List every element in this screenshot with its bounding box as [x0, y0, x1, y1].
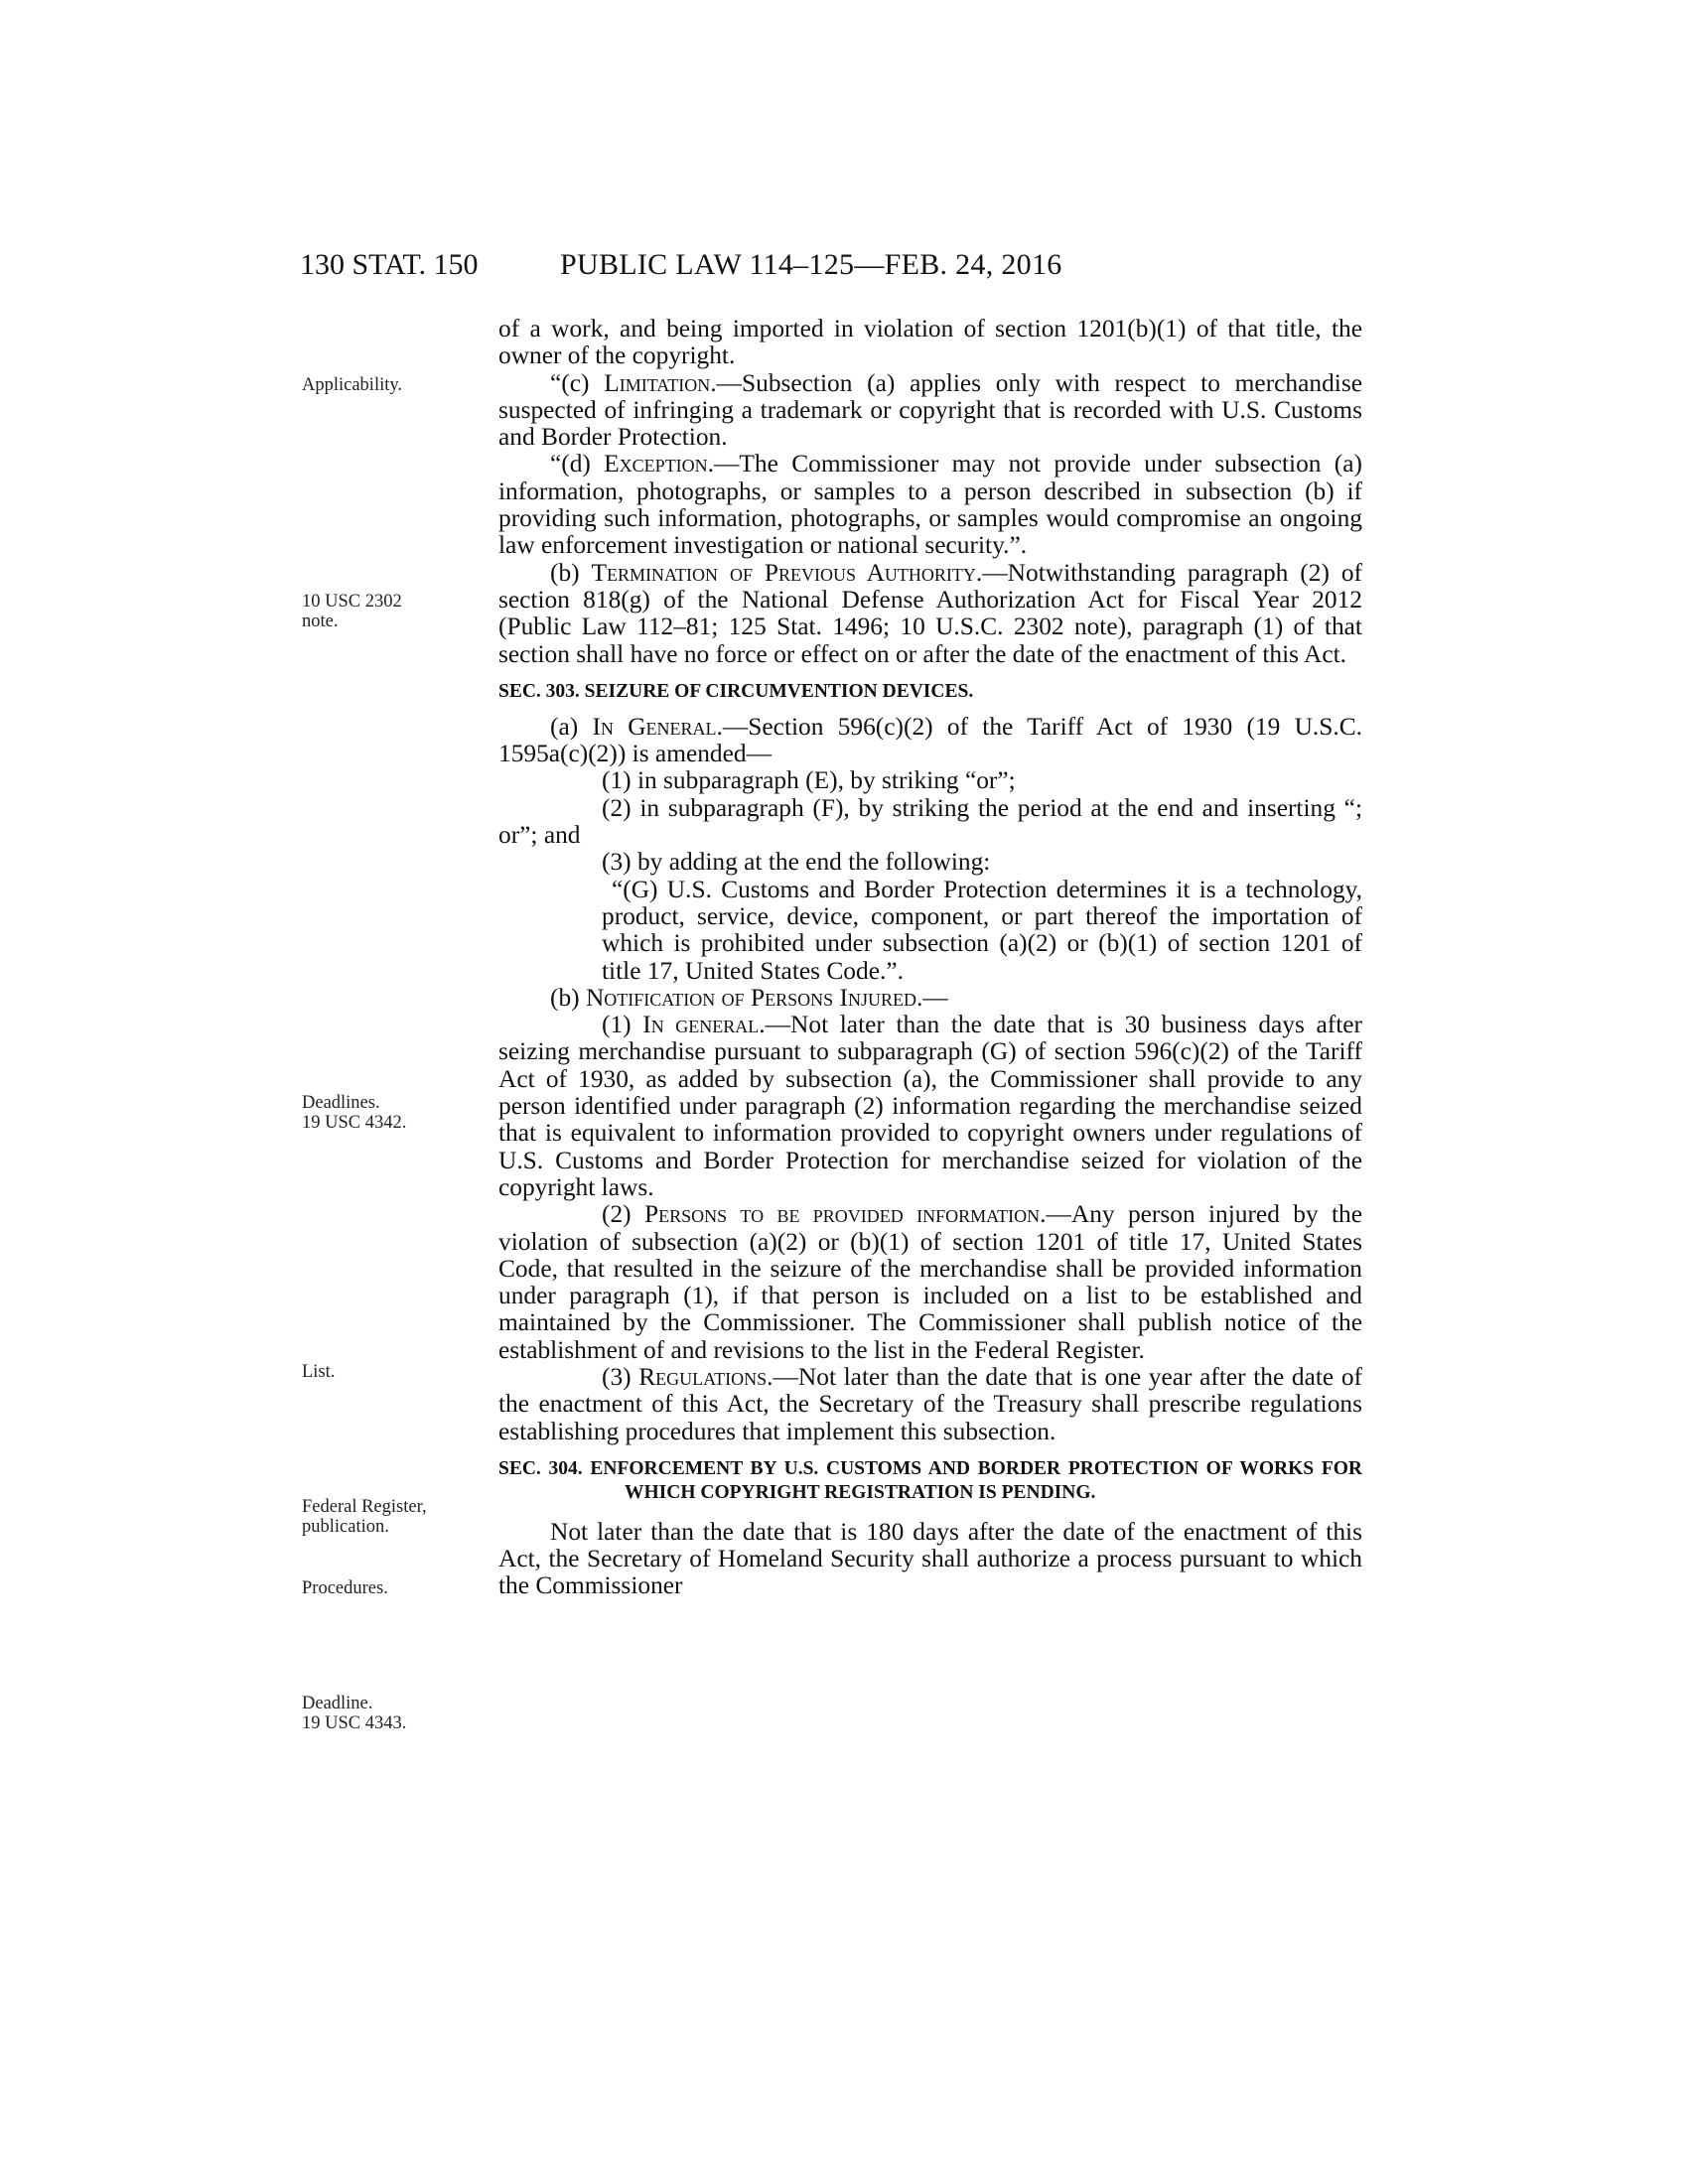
paragraph-text: —Any person injured by the violation of subsection (a)(2) or (b)(1) of section 1201 of title 17, United States Code, that resulted in the seizure of the merchandise shall be provided information under paragraph (1), if that person is included on a list to be established and maintained by the Commissioner. The Commissioner shall publish notice of the establishment of and revisions to the list in the Federal Register. — [498, 1200, 1362, 1364]
paragraph-heading: Persons to be provided information. — [643, 1200, 1047, 1229]
section-heading-303: SEC. 303. SEIZURE OF CIRCUMVENTION DEVICES. — [498, 680, 974, 702]
paragraph-item: (1) in subparagraph (E), by striking “or”; — [602, 766, 1016, 795]
margin-note-line: 19 USC 4342. — [302, 1113, 407, 1133]
paragraph-text: — — [922, 983, 948, 1012]
paragraph-text: —Not later than the date that is 30 business days after seizing merchandise pursuant to subparagraph (G) of section 596(c)(2) of the Tariff Act of 1930, as added by subsection (a), the Commissioner shall provide to any person identified under paragraph (2) information regarding the merchandise seized that is equivalent to information provided to copyright owners under regulations of U.S. Customs and Border Protection for merchandise seized for violation of the copyright laws. — [498, 1011, 1362, 1201]
margin-note-federal-register — [302, 1497, 427, 1537]
paragraph-heading: In General. — [592, 712, 723, 741]
margin-note-line: Federal Register, — [302, 1497, 427, 1517]
paragraph-in-general — [498, 714, 1362, 768]
paragraph-number: “(d) — [550, 450, 605, 478]
margin-note-procedures: Procedures. — [302, 1578, 388, 1598]
margin-note-deadlines — [302, 1093, 406, 1133]
paragraph-item — [498, 795, 1362, 850]
margin-note-line: note. — [302, 612, 339, 631]
paragraph-number: (1) — [602, 1011, 643, 1039]
paragraph-text: —Notwithstanding paragraph (2) of section 818(g) of the National Defense Authorization Act for Fiscal Year 2012 (Public Law 112–81; 125 Stat. 1496; 10 U.S.C. 2302 note), paragraph (1) of that section shall have no force or effect on or after the date of the enactment of this Act. — [498, 558, 1362, 668]
paragraph-heading: Exception. — [604, 450, 715, 478]
paragraph-exception — [498, 451, 1362, 559]
paragraph-text: (2) in subparagraph (F), by striking the period at the end and inserting “; or”; and — [498, 793, 1362, 850]
paragraph-number: (2) — [602, 1200, 644, 1229]
paragraph-text: —Section 596(c)(2) of the Tariff Act of 1930 (19 U.S.C. 1595a(c)(2)) is amended— — [498, 712, 1363, 768]
paragraph-in-general-2 — [498, 1012, 1362, 1201]
paragraph-heading: Notification of Persons Injured. — [585, 983, 923, 1012]
running-header-title: PUBLIC LAW 114–125—FEB. 24, 2016 — [560, 248, 1062, 281]
margin-note-line: Deadlines. — [302, 1093, 380, 1113]
quoted-subparagraph: “(G) U.S. Customs and Border Protection determines it is a technology, product, service, device, component, or part thereof the importation of which is prohibited under subsection (a)(2) or (b)(1) of section 1201 of title 17, United States Code.”. — [602, 875, 1362, 985]
paragraph-text: —Not later than the date that is one year after the date of the enactment of this Act, the Secretary of the Treasury shall prescribe regulations establishing procedures that implement this subsection. — [498, 1362, 1362, 1445]
paragraph-item: (3) by adding at the end the following: — [602, 848, 991, 877]
paragraph-termination — [498, 560, 1362, 668]
paragraph-regulations — [498, 1364, 1362, 1445]
paragraph-number: “(c) — [550, 368, 605, 397]
paragraph-text: —The Commissioner may not provide under subsection (a) information, photographs, or samples to a person described in subsection (b) if providing such information, photographs, or samples would compromise an ongoing law enforcement investigation or national security.”. — [498, 450, 1362, 560]
paragraph-heading: In general. — [642, 1011, 766, 1039]
paragraph-number: (a) — [550, 712, 593, 741]
paragraph: Not later than the date that is 180 days after the date of the enactment of this Act, the Secretary of Homeland Security shall authorize a process pursuant to which the Commissioner — [498, 1517, 1362, 1600]
margin-note-line: publication. — [302, 1517, 389, 1537]
section-heading-304: SEC. 304. ENFORCEMENT BY U.S. CUSTOMS AND BORDER PROTECTION OF WORKS FOR WHICH COPYRIGHT REGISTRATION IS PENDING. — [498, 1457, 1362, 1503]
paragraph-limitation — [498, 370, 1362, 452]
margin-note-applicability: Applicability. — [302, 375, 403, 395]
paragraph-number: (b) — [550, 983, 586, 1012]
paragraph-heading: Limitation. — [604, 368, 717, 397]
paragraph-number: (3) — [602, 1362, 639, 1391]
margin-note-usc-citation — [302, 592, 402, 631]
page-stat-reference: 130 STAT. 150 — [300, 248, 479, 281]
margin-note-line: Deadline. — [302, 1694, 373, 1713]
margin-note-list: List. — [302, 1362, 336, 1382]
paragraph-text: —Subsection (a) applies only with respect to merchandise suspected of infringing a trademark or copyright that is recorded with U.S. Customs and Border Protection. — [498, 368, 1362, 452]
paragraph-notification — [498, 985, 1362, 1012]
paragraph: of a work, and being imported in violation of section 1201(b)(1) of that title, the owner of the copyright. — [498, 315, 1362, 370]
margin-note-line: 10 USC 2302 — [302, 592, 402, 612]
paragraph-persons-provided — [498, 1201, 1362, 1364]
margin-note-line: 19 USC 4343. — [302, 1713, 407, 1733]
paragraph-heading: Regulations. — [638, 1362, 774, 1391]
paragraph-number: (b) — [550, 558, 592, 587]
paragraph-heading: Termination of Previous Authority. — [591, 558, 983, 587]
margin-note-deadline — [302, 1694, 406, 1733]
document-body — [498, 316, 1362, 1600]
